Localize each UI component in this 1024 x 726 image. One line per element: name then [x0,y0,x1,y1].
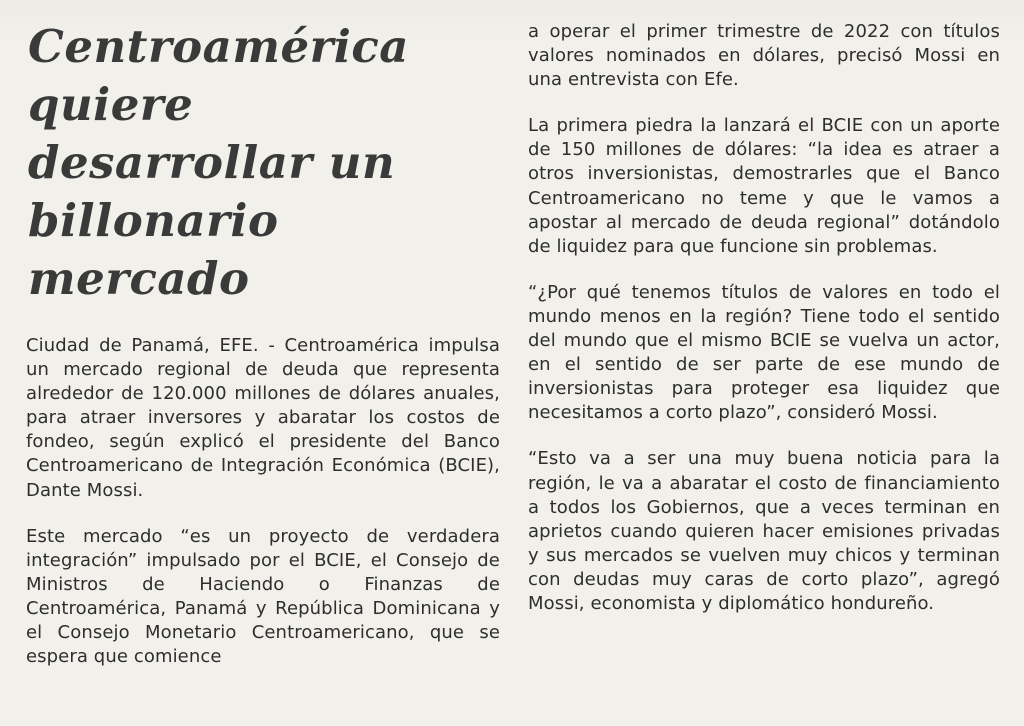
left-column [26,18,500,691]
paragraph-3: a operar el primer trimestre de 2022 con títulos valores nominados en dólares, precisó Mossi en una entrevista con Efe. [528,21,1000,91]
paragraph-5: “¿Por qué tenemos títulos de valores en todo el mundo menos en la región? Tiene todo el sentido del mundo que el mismo BCIE se vuelva un actor, en el sentido de ser parte de ese mundo de inversionistas para proteger esa liquidez que necesitamos a corto plazo”, consideró Mossi. [528,281,1000,424]
paragraph-6: “Esto va a ser una muy buena noticia para la región, le va a abaratar el costo de financiamiento a todos los Gobiernos, que a veces terminan en aprietos cuando quieren hacer emisiones privadas y sus mercados se vuelven muy chicos y terminan con deudas muy caras de corto plazo”, agregó Mossi, economista y diplomático hondureño. [528,448,1000,614]
paragraph-1: Ciudad de Panamá, EFE. - Centroamérica impulsa un mercado regional de deuda que representa alrededor de 120.000 millones de dólares anuales, para atraer inversores y abaratar los costos de fondeo, según explicó el presidente del Banco Centroamericano de Integración Económica (BCIE), Dante Mossi. [26,335,500,501]
paragraph-2: Este mercado “es un proyecto de verdadera integración” impulsado por el BCIE, el Consejo de Ministros de Haciendo o Finanzas de Centroamérica, Panamá y República Dominicana y el Consejo Monetario Centroamericano, que se espera que comience [26,525,500,668]
right-column [528,20,1000,638]
paragraph-4: La primera piedra la lanzará el BCIE con un aporte de 150 millones de dólares: “la idea es atraer a otros inversionistas, demostrarles que el Banco Centroamericano no teme y que le vamos a apostar al mercado de deuda regional” dotándolo de liquidez para que funcione sin problemas. [528,115,1000,257]
headline: Centroamérica quiere desarrollar un billonario mercado [28,20,409,305]
